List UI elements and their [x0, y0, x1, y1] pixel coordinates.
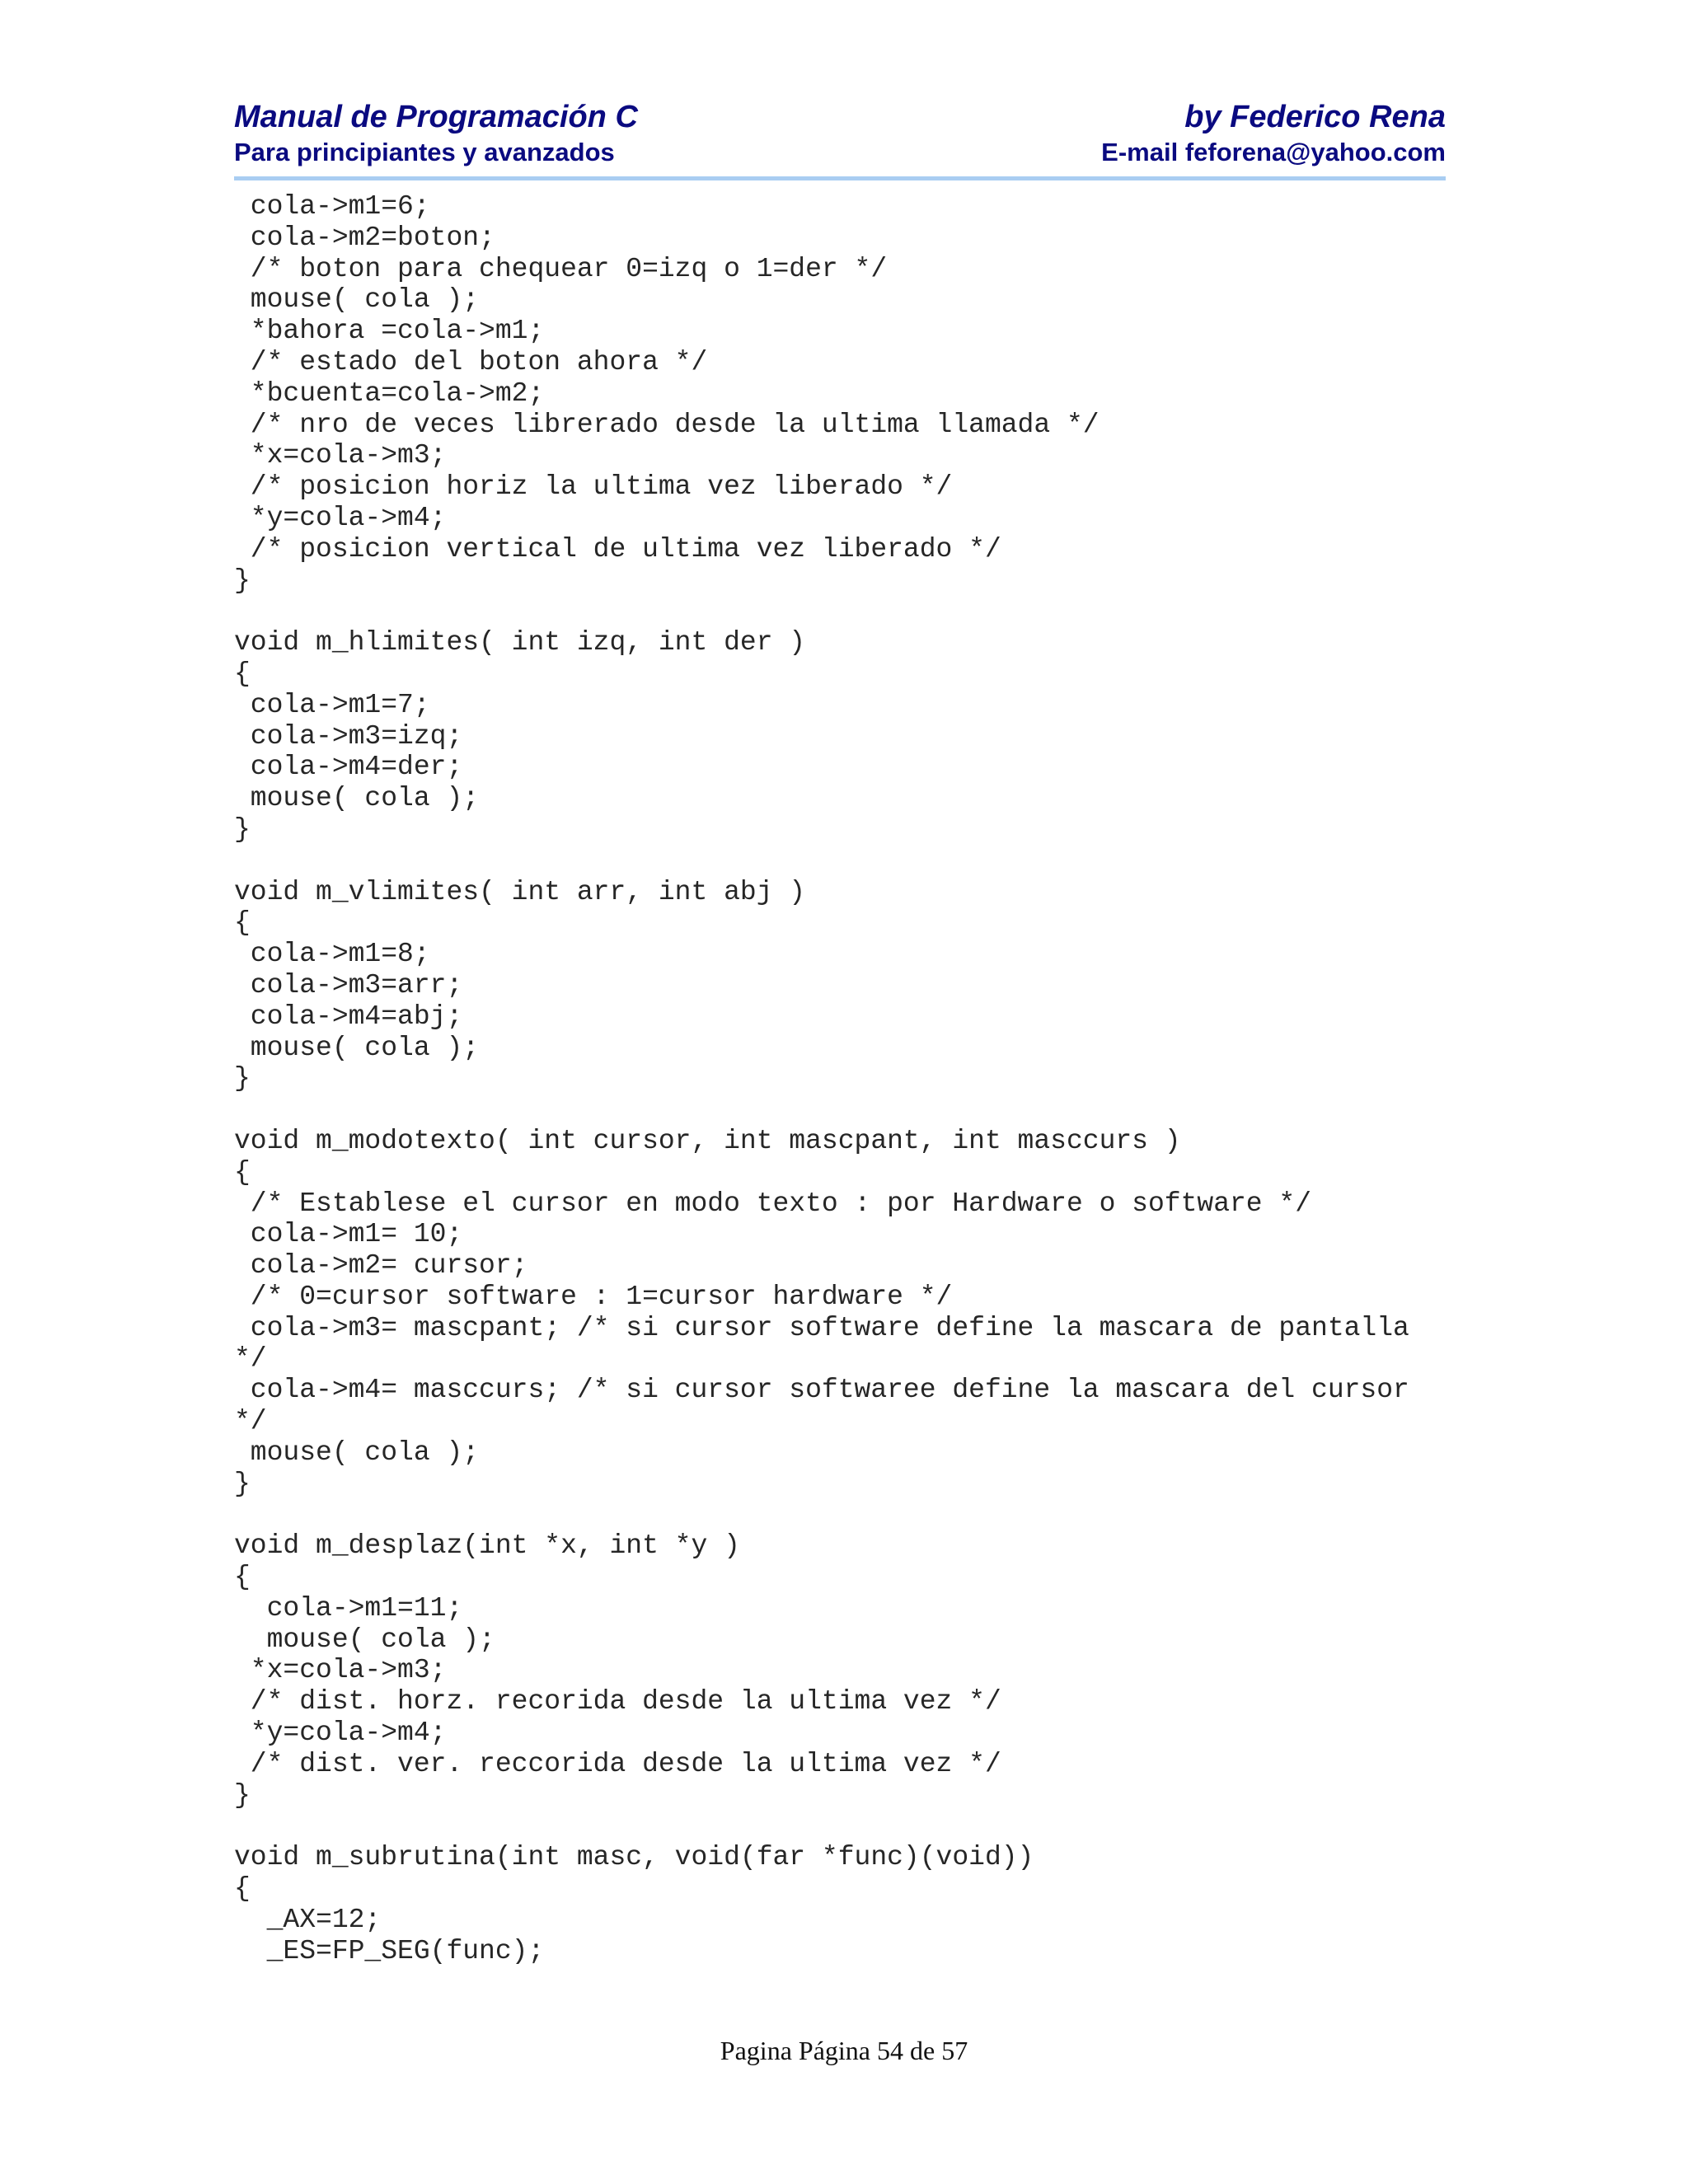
code-line: cola->m3= mascpant; /* si cursor software define la mascara de pantalla — [234, 1312, 1409, 1343]
code-line: cola->m1=8; — [234, 939, 430, 970]
code-line: void m_modotexto( int cursor, int mascpant, int masccurs ) — [234, 1125, 1181, 1156]
code-line — [234, 846, 1446, 877]
code-line — [234, 1811, 1446, 1842]
code-line: /* nro de veces librerado desde la ultima llamada */ — [234, 409, 1100, 440]
code-line: /* posicion vertical de ultima vez liberado */ — [234, 533, 1001, 565]
author-name: by Federico Rena — [1184, 100, 1446, 134]
code-line: cola->m1=11; — [234, 1592, 463, 1624]
code-line: /* boton para chequear 0=izq o 1=der */ — [234, 253, 888, 284]
code-line: cola->m4= masccurs; /* si cursor softwaree define la mascara del cursor — [234, 1375, 1409, 1406]
code-line: _AX=12; — [234, 1904, 382, 1935]
manual-subtitle: Para principiantes y avanzados — [234, 138, 615, 166]
code-line: } — [234, 1063, 251, 1094]
code-line — [234, 596, 1446, 627]
code-line: *x=cola->m3; — [234, 440, 447, 471]
code-line: *y=cola->m4; — [234, 502, 447, 533]
page-header — [234, 97, 1446, 180]
code-line: } — [234, 813, 251, 845]
code-line: mouse( cola ); — [234, 1624, 495, 1655]
code-line: cola->m4=abj; — [234, 1001, 463, 1032]
code-line: } — [234, 1468, 251, 1499]
code-line: mouse( cola ); — [234, 1032, 480, 1063]
code-line: *x=cola->m3; — [234, 1655, 447, 1686]
code-line: mouse( cola ); — [234, 284, 480, 316]
code-line: { — [234, 658, 251, 689]
code-line: /* dist. horz. recorida desde la ultima vez */ — [234, 1686, 1001, 1718]
code-line: /* Establese el cursor en modo texto : por Hardware o software */ — [234, 1188, 1312, 1219]
code-line: cola->m4=der; — [234, 752, 463, 783]
code-line: /* 0=cursor software : 1=cursor hardware */ — [234, 1281, 953, 1312]
code-line: void m_vlimites( int arr, int abj ) — [234, 876, 806, 907]
code-line: /* estado del boton ahora */ — [234, 346, 708, 377]
page-number: Pagina Página 54 de 57 — [720, 2036, 968, 2065]
code-line: *bahora =cola->m1; — [234, 316, 545, 347]
code-line: */ — [234, 1343, 267, 1375]
author-email: E-mail feforena@yahoo.com — [1101, 138, 1446, 166]
code-line: { — [234, 1562, 251, 1593]
code-line: cola->m2=boton; — [234, 222, 495, 253]
code-line: cola->m3=izq; — [234, 720, 463, 752]
code-line: /* posicion horiz la ultima vez liberado */ — [234, 471, 953, 503]
code-listing — [234, 191, 1446, 1966]
manual-title: Manual de Programación C — [234, 100, 638, 134]
code-line: mouse( cola ); — [234, 1436, 480, 1468]
code-line: *y=cola->m4; — [234, 1718, 447, 1749]
code-line: { — [234, 1156, 251, 1188]
header-divider — [234, 176, 1446, 180]
code-line: cola->m1=7; — [234, 689, 430, 720]
code-line: cola->m2= cursor; — [234, 1250, 528, 1282]
header-top-row — [234, 97, 1446, 137]
code-line: } — [234, 565, 251, 596]
code-line: /* dist. ver. reccorida desde la ultima vez */ — [234, 1748, 1001, 1779]
code-line: */ — [234, 1406, 267, 1437]
code-line: *bcuenta=cola->m2; — [234, 377, 545, 409]
code-line: } — [234, 1779, 251, 1811]
code-line — [234, 1094, 1446, 1126]
code-line: { — [234, 907, 251, 939]
code-line: void m_desplaz(int *x, int *y ) — [234, 1530, 740, 1562]
header-bottom-row — [234, 137, 1446, 168]
code-line: cola->m1=6; — [234, 191, 430, 222]
code-line: { — [234, 1873, 251, 1905]
code-line — [234, 1499, 1446, 1530]
code-line: void m_subrutina(int masc, void(far *func)(void)) — [234, 1842, 1034, 1873]
code-line: mouse( cola ); — [234, 783, 480, 814]
code-line: cola->m3=arr; — [234, 969, 463, 1001]
code-line: _ES=FP_SEG(func); — [234, 1935, 545, 1966]
code-line: cola->m1= 10; — [234, 1219, 463, 1250]
code-line: void m_hlimites( int izq, int der ) — [234, 627, 806, 658]
